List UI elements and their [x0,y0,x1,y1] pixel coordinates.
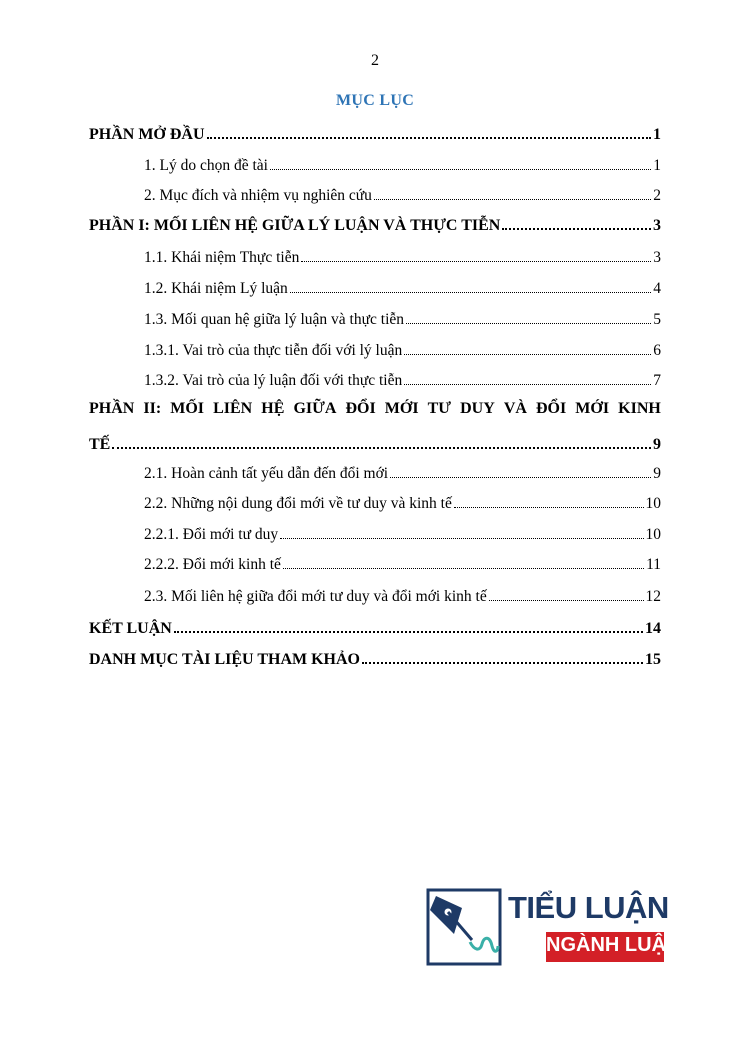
toc-entry[interactable] [144,245,661,267]
toc-leader [290,292,651,293]
toc-entry-title: KẾT LUẬN [89,620,172,637]
toc-entry[interactable] [144,307,661,329]
toc-entry-page: 3 [653,249,661,266]
heading-word: ĐỔI [536,400,567,417]
heading-word: II: [143,400,162,417]
toc-entry-page: 14 [645,620,661,637]
toc-entry[interactable] [89,213,661,235]
toc-entry-page: 10 [645,495,661,512]
toc-entry-title: 2.3. Mối liên hệ giữa đổi mới tư duy và đổi mới kinh tế [144,588,487,605]
toc-entry-title: PHẦN I: MỐI LIÊN HỆ GIỮA LÝ LUẬN VÀ THỰC TIỄN [89,217,501,234]
heading-word: GIỮA [293,400,337,417]
toc-entry-page: 1 [653,126,661,143]
heading-word: ĐỔI [345,400,376,417]
logo-subtitle: NGÀNH LUẬT [546,934,679,956]
toc-entry-title: 2.2.1. Đổi mới tư duy [144,526,279,543]
heading-word: KINH [618,400,661,417]
toc-entry[interactable] [144,461,661,483]
toc-entry-page: 15 [645,651,661,668]
toc-entry-page: 5 [653,311,661,328]
toc-entry-title: 1.2. Khái niệm Lý luận [144,280,288,297]
heading-word: MỐI [170,400,205,417]
toc-entry-title: TẾ [89,436,111,453]
toc-entry[interactable] [144,522,661,544]
toc-entry[interactable] [89,616,661,638]
heading-word: PHẦN [89,400,135,417]
toc-leader [112,447,651,449]
toc-entry-page: 3 [653,217,661,234]
toc-entry[interactable] [144,183,661,205]
toc-leader [362,662,643,664]
toc-entry[interactable] [89,647,661,669]
pen-nib-icon [426,888,502,966]
toc-entry-title: 2.2. Những nội dung đổi mới về tư duy và kinh tế [144,495,452,512]
toc-entry-title: 2.1. Hoàn cảnh tất yếu dẫn đến đổi mới [144,465,389,482]
toc-entry-page: 1 [653,157,661,174]
toc-entry-page: 11 [646,556,661,573]
toc-leader [454,507,644,508]
heading-word: DUY [460,400,495,417]
toc-entry-page: 12 [645,588,661,605]
toc-entry[interactable] [144,491,661,513]
toc-entry[interactable] [144,552,661,574]
toc-entry-page: 9 [653,436,661,453]
toc-leader [404,354,651,355]
heading-word: HỆ [261,400,285,417]
toc-entry-page: 9 [653,465,661,482]
toc-entry-page: 2 [653,187,661,204]
toc-leader [174,631,643,633]
page-number: 2 [371,52,379,69]
toc-entry[interactable] [144,584,661,606]
toc-entry[interactable] [89,432,661,454]
heading-word: TƯ [427,400,452,417]
tieu-luan-logo [426,888,679,966]
toc-title: MỤC LỤC [335,92,415,109]
toc-entry-title: 2. Mục đích và nhiệm vụ nghiên cứu [144,187,372,204]
toc-leader [404,384,651,385]
toc-entry-title: 2.2.2. Đổi mới kinh tế [144,556,281,573]
heading-word: MỚI [575,400,610,417]
toc-entry[interactable] [89,122,661,144]
toc-entry-title: 1.3.1. Vai trò của thực tiễn đối với lý luận [144,342,403,359]
toc-leader [390,477,651,478]
toc-entry-title: 1. Lý do chọn đề tài [144,157,268,174]
logo-title: TIỂU LUẬN [508,890,669,925]
toc-leader [270,169,651,170]
toc-entry[interactable] [144,338,661,360]
toc-part2-heading-line1[interactable] [89,400,661,422]
toc-entry[interactable] [144,153,661,175]
heading-word: MỚI [384,400,419,417]
heading-word: VÀ [503,400,527,417]
toc-entry-page: 7 [653,372,661,389]
logo-badge [546,932,679,962]
toc-entry-page: 10 [645,526,661,543]
toc-leader [406,323,651,324]
toc-entry-title: 1.1. Khái niệm Thực tiễn [144,249,300,266]
toc-entry-title: 1.3. Mối quan hệ giữa lý luận và thực tiễn [144,311,405,328]
toc-leader [374,199,651,200]
toc-leader [502,228,651,230]
toc-leader [301,261,651,262]
toc-leader [280,538,643,539]
toc-entry-title: DANH MỤC TÀI LIỆU THAM KHẢO [89,651,360,668]
toc-entry-title: 1.3.2. Vai trò của lý luận đối với thực tiễn [144,372,403,389]
toc-entry[interactable] [144,276,661,298]
toc-entry-title: PHẦN MỞ ĐẦU [89,126,205,143]
toc-entry[interactable] [144,368,661,390]
toc-leader [283,568,644,569]
toc-leader [489,600,644,601]
toc-leader [207,137,651,139]
toc-entry-page: 4 [653,280,661,297]
heading-word: LIÊN [213,400,253,417]
toc-entry-page: 6 [653,342,661,359]
